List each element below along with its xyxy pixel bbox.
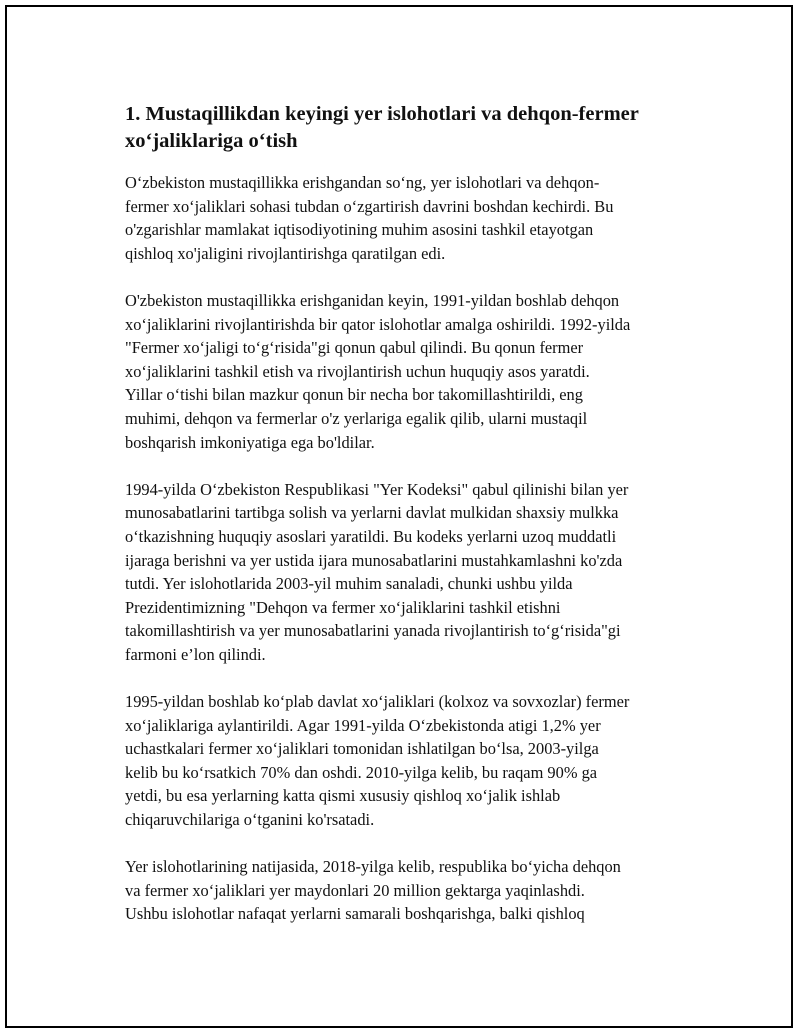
document-body xyxy=(125,101,693,950)
paragraph-3: 1994-yilda O‘zbekiston Respublikasi "Yer Kodeksi" qabul qilinishi bilan yer munosabatlarini tartibga solish va yerlarni davlat mulkidan shaxsiy mulkka o‘tkazishning huquqiy asoslari yaratildi. Bu kodeks yerlarni uzoq muddatli ijaraga berishni va yer ustida ijara munosabatlarini mustahkamlashni ko'zda tutdi. Yer islohotlarida 2003-yil muhim sanaladi, chunki ushbu yilda Prezidentimizning "Dehqon va fermer xo‘jaliklarini tashkil etishni takomillashtirish va yer munosabatlarini yanada rivojlantirish to‘g‘risida"gi farmoni e’lon qilindi. xyxy=(125,479,629,664)
paragraph-5: Yer islohotlarining natijasida, 2018-yilga kelib, respublika bo‘yicha dehqon va fermer xo‘jaliklari yer maydonlari 20 million gektarga yaqinlashdi. Ushbu islohotlar nafaqat yerlarni samarali boshqarishga, balki qishloq xyxy=(125,857,621,924)
section-heading: 1. Mustaqillikdan keyingi yer islohotlari va dehqon-fermer xo‘jaliklariga o‘tish xyxy=(125,103,639,152)
paragraph-4: 1995-yildan boshlab ko‘plab davlat xo‘jaliklari (kolxoz va sovxozlar) fermer xo‘jaliklariga aylantirildi. Agar 1991-yilda O‘zbekistonda atigi 1,2% yer uchastkalari fermer xo‘jaliklari tomonidan ishlatilgan bo‘lsa, 2003-yilga kelib bu ko‘rsatkich 70% dan oshdi. 2010-yilga kelib, bu raqam 90% ga yetdi, bu esa yerlarning katta qismi xususiy qishloq xo‘jalik ishlab chiqaruvchilariga o‘tganini ko'rsatadi. xyxy=(125,692,630,830)
paragraph-1: O‘zbekiston mustaqillikka erishgandan so‘ng, yer islohotlari va dehqon- fermer xo‘jaliklari sohasi tubdan o‘zgartirish davrini boshdan kechirdi. Bu o'zgarishlar mamlakat iqtisodiyotining muhim asosini tashkil etayotgan qishloq xo'jaligini rivojlantirishga qaratilgan edi. xyxy=(125,173,614,263)
paragraph-2: O'zbekiston mustaqillikka erishganidan keyin, 1991-yildan boshlab dehqon xo‘jaliklarini rivojlantirishda bir qator islohotlar amalga oshirildi. 1992-yilda "Fermer xo‘jaligi to‘g‘risida"gi qonun qabul qilindi. Bu qonun fermer xo‘jaliklarini tashkil etish va rivojlantirish uchun huquqiy asos yaratdi. Yillar o‘tishi bilan mazkur qonun bir necha bor takomillashtirildi, eng muhimi, dehqon va fermerlar o'z yerlariga egalik qilib, ularni mustaqil boshqarish imkoniyatiga ega bo'ldilar. xyxy=(125,290,631,452)
page-frame xyxy=(5,5,793,1028)
